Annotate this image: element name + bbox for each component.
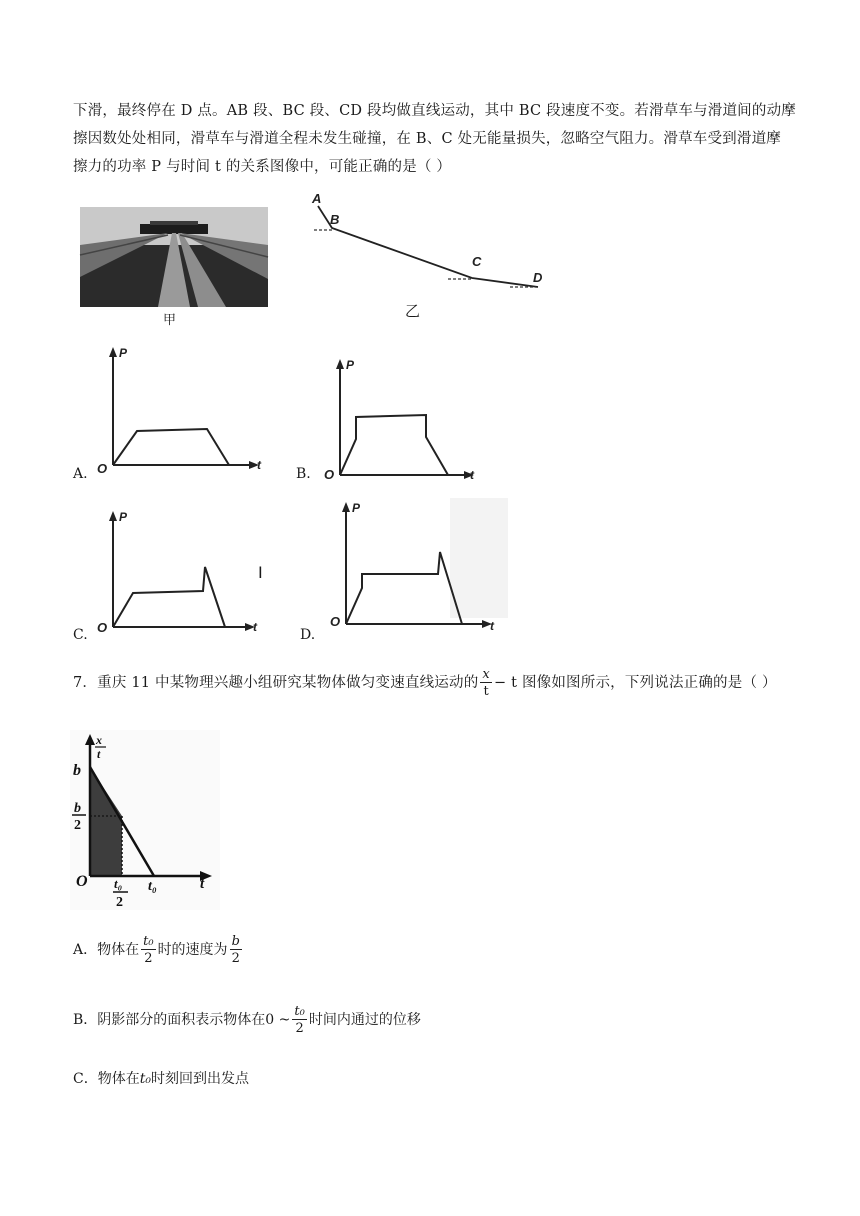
point-d-label: D	[533, 270, 543, 285]
svg-text:P: P	[119, 510, 128, 524]
option-a-label: A.	[73, 466, 88, 482]
q7-option-b-zero: 0 ~	[265, 1012, 291, 1028]
q6-text-line-2: 擦因数处处相同，滑草车与滑道全程未发生碰撞，在 B、C 处无能量损失，忽略空气阻力。滑草车受到滑道摩	[73, 131, 781, 147]
svg-text:P: P	[119, 346, 128, 360]
svg-text:x: x	[96, 733, 102, 747]
q7-option-b-prefix: B．阴影部分的面积表示物体在	[73, 1012, 266, 1028]
q7-stem-before: 7．重庆 11 中某物理兴趣小组研究某物体做匀变速直线运动的	[73, 675, 479, 691]
svg-text:b: b	[74, 801, 81, 816]
q7-option-b	[73, 1005, 421, 1035]
q7-stem	[73, 668, 777, 698]
graph-option-b	[322, 355, 482, 480]
svg-text:O: O	[97, 620, 108, 635]
q7-stem-after: − t 图像如图所示，下列说法正确的是（ ）	[493, 675, 777, 691]
graph-option-a	[95, 345, 275, 476]
stray-mark: I	[258, 563, 263, 582]
q7-option-c-suffix: 时刻回到出发点	[150, 1071, 249, 1087]
q6-text-line-3: 擦力的功率 P 与时间 t 的关系图像中，可能正确的是（ ）	[73, 159, 452, 175]
q7-option-c-t0: t₀	[139, 1071, 151, 1087]
q7-option-a-mid: 时的速度为	[157, 942, 228, 958]
svg-text:P: P	[352, 501, 361, 515]
graph-option-d	[326, 498, 516, 633]
q7-xt-graph	[70, 730, 220, 910]
option-d-label: D.	[300, 627, 316, 643]
q7-option-c-prefix: C．物体在	[73, 1071, 140, 1087]
svg-text:O: O	[76, 873, 88, 890]
graph-option-c	[95, 507, 275, 635]
fig-jia-label: 甲	[163, 313, 177, 328]
q7-option-c	[73, 1068, 249, 1088]
option-b-label: B.	[296, 466, 311, 482]
option-c-label: C.	[73, 627, 88, 643]
svg-text:t₀: t₀	[148, 879, 157, 894]
q7-option-b-frac: $\frac{\text{t₀}}{2}$	[294, 1004, 305, 1036]
svg-text:P: P	[346, 358, 355, 372]
svg-text:t: t	[200, 876, 205, 892]
point-c-label: C	[472, 254, 482, 269]
svg-text:t₀: t₀	[114, 876, 123, 891]
point-a-label: A	[312, 191, 322, 206]
svg-text:t: t	[97, 747, 101, 761]
q7-option-a	[73, 935, 244, 965]
q7-option-a-frac-t0-half: $\frac{\text{t₀}}{2}$	[143, 934, 154, 966]
svg-text:b: b	[73, 762, 81, 779]
svg-text:t: t	[470, 468, 474, 482]
svg-text:O: O	[97, 461, 108, 476]
q7-option-a-frac-b-half: $\frac{b}{2}$	[231, 934, 240, 966]
svg-text:2: 2	[74, 818, 81, 833]
q6-text-line-1: 下滑，最终停在 D 点。AB 段、BC 段、CD 段均做直线运动，其中 BC 段速度不变。若滑草车与滑道间的动摩	[73, 103, 796, 119]
q7-option-b-suffix: 时间内通过的位移	[308, 1012, 421, 1028]
fig-yi-label: 乙	[405, 302, 421, 320]
svg-text:O: O	[330, 614, 341, 629]
svg-text:t: t	[490, 619, 494, 633]
point-b-label: B	[330, 212, 340, 227]
fig-jia-photo	[80, 207, 268, 307]
fig-yi-diagram	[300, 190, 560, 310]
svg-text:t: t	[253, 620, 257, 634]
svg-text:O: O	[324, 467, 335, 482]
q7-stem-fraction: $\frac{x}{t}$	[482, 667, 490, 699]
svg-text:2: 2	[116, 895, 123, 910]
q7-option-a-prefix: A．物体在	[73, 942, 140, 958]
svg-text:t: t	[257, 458, 261, 472]
